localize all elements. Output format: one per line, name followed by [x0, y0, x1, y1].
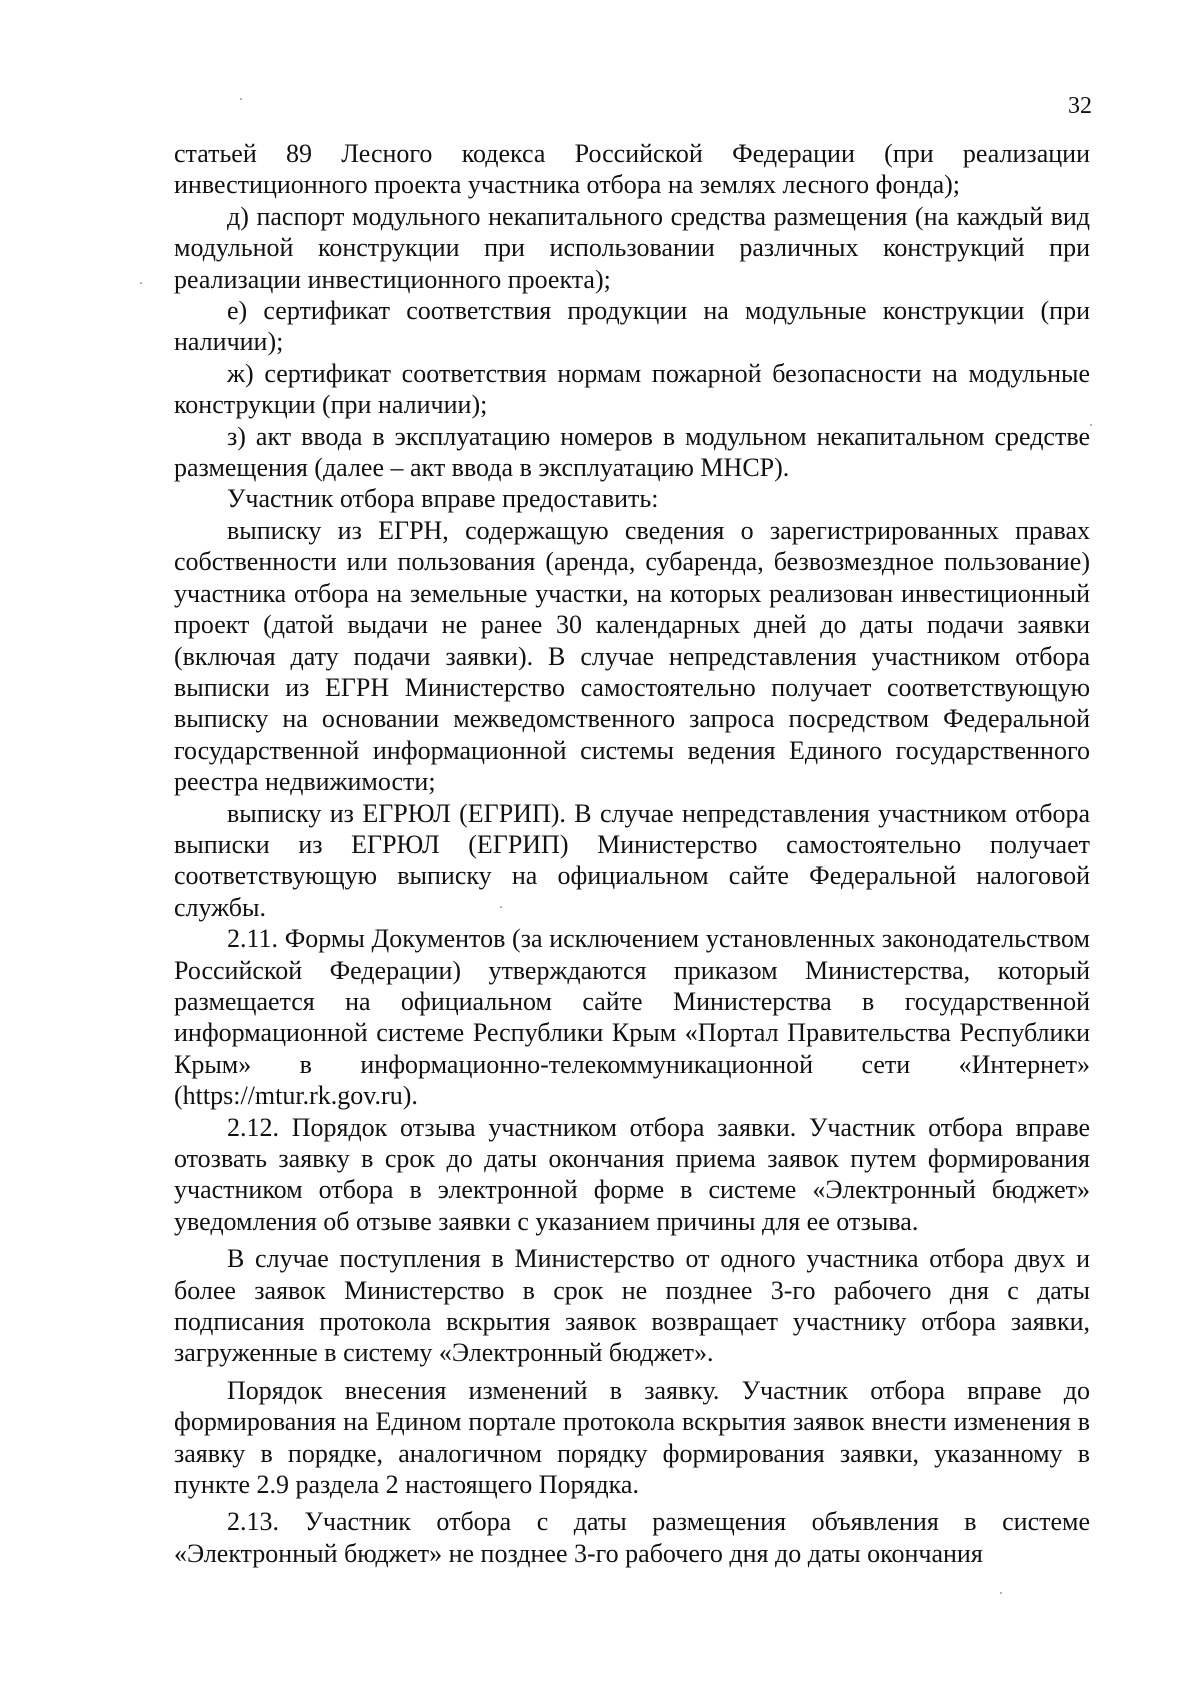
scan-speck	[140, 282, 142, 284]
paragraph-item-d: д) паспорт модульного некапитального средства размещения (на каждый вид модульной конструкции при использовании различных конструкций при реализации инвестиционного проекта);	[174, 201, 1090, 294]
paragraph-multiple-applications: В случае поступления в Министерство от одного участника отбора двух и более заявок Министерство в срок не позднее 3-го рабочего дня с даты подписания протокола вскрытия заявок возвращает участнику отбора заявки, загруженные в систему «Электронный бюджет».	[174, 1244, 1090, 1368]
page-number: 32	[1068, 93, 1092, 119]
paragraph-egrn-extract: выписку из ЕГРН, содержащую сведения о зарегистрированных правах собственности или пользования (аренда, субаренда, безвозмездное пользование) участника отбора на земельные участки, на которых реализован инвестиционный проект (датой выдачи не ранее 30 календарных дней до даты подачи заявки (включая дату подачи заявки). В случае непредставления участником отбора выписки из ЕГРН Министерство самостоятельно получает соответствующую выписку на основании межведомственного запроса посредством Федеральной государственной информационной системы ведения Единого государственного реестра недвижимости;	[174, 515, 1090, 797]
paragraph-continuation: статьей 89 Лесного кодекса Российской Федерации (при реализации инвестиционного проекта участника отбора на землях лесного фонда);	[174, 139, 1090, 200]
paragraph-section-2-11: 2.11. Формы Документов (за исключением установленных законодательством Российской Федерации) утверждаются приказом Министерства, который размещается на официальном сайте Министерства в государственной информационной системе Республики Крым «Портал Правительства Республики Крым» в информационно-телекоммуникационной сети «Интернет» (https://mtur.rk.gov.ru).	[174, 924, 1090, 1111]
document-body	[174, 138, 1090, 1569]
paragraph-item-e: е) сертификат соответствия продукции на модульные конструкции (при наличии);	[174, 296, 1090, 357]
paragraph-section-2-13: 2.13. Участник отбора с даты размещения объявления в системе «Электронный бюджет» не позднее 3-го рабочего дня до даты окончания	[174, 1507, 1090, 1568]
scan-speck	[1090, 424, 1092, 426]
scan-speck	[500, 906, 502, 908]
paragraph-egrul-extract: выписку из ЕГРЮЛ (ЕГРИП). В случае непредставления участником отбора выписки из ЕГРЮЛ (ЕГРИП) Министерство самостоятельно получает соответствующую выписку на официальном сайте Федеральной налоговой службы.	[174, 798, 1090, 922]
paragraph-optional-docs-intro: Участник отбора вправе предоставить:	[227, 484, 659, 514]
scan-speck	[1000, 1592, 1002, 1594]
paragraph-item-zh: ж) сертификат соответствия нормам пожарной безопасности на модульные конструкции (при наличии);	[174, 358, 1090, 420]
scan-speck	[240, 98, 242, 100]
paragraph-section-2-12: 2.12. Порядок отзыва участником отбора заявки. Участник отбора вправе отозвать заявку в срок до даты окончания приема заявок путем формирования участником отбора в электронной форме в системе «Электронный бюджет» уведомления об отзыве заявки с указанием причины для ее отзыва.	[174, 1112, 1090, 1236]
paragraph-application-changes: Порядок внесения изменений в заявку. Участник отбора вправе до формирования на Едином портале протокола вскрытия заявок внести изменения в заявку в порядке, аналогичном порядку формирования заявки, указанному в пункте 2.9 раздела 2 настоящего Порядка.	[174, 1375, 1090, 1500]
paragraph-item-z: з) акт ввода в эксплуатацию номеров в модульном некапитальном средстве размещения (далее – акт ввода в эксплуатацию МНСР).	[174, 421, 1090, 483]
